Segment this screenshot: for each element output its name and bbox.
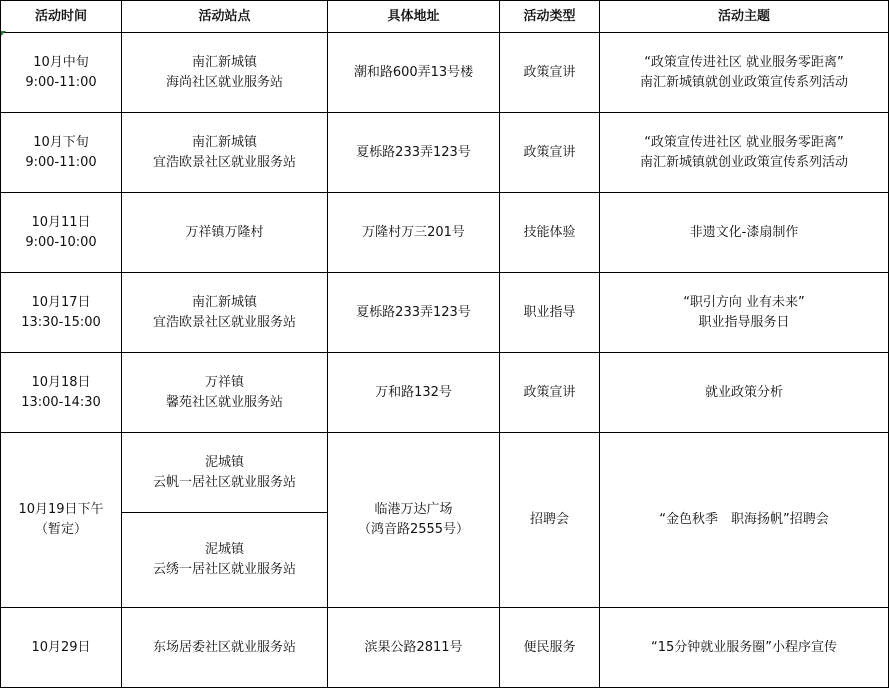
address-text: 夏栎路233弄123号 [356,144,471,160]
site-cell [122,193,328,273]
table-row [1,33,889,113]
address-text: 潮和路600弄13号楼 [353,64,474,80]
type-cell: 便民服务 [500,608,600,688]
site-cell [122,33,328,113]
theme-text: 南汇新城镇就创业政策宣传系列活动 [639,154,848,170]
site-text: 万祥镇万隆村 [185,224,264,240]
header-type: 活动类型 [500,1,600,33]
site-text: 东场居委社区就业服务站 [152,639,296,655]
time-text: （暂定） [34,522,87,537]
header-address: 具体地址 [328,1,500,33]
theme-cell [600,273,889,353]
address-cell [328,273,500,353]
site-text: 泥城镇 [204,542,244,557]
address-cell [328,113,500,193]
address-text: 临港万达广场 [374,502,453,517]
time-cell [1,353,122,433]
time-text: 10月17日 [31,294,91,310]
time-text: 9:00-11:00 [25,74,97,90]
site-text: 馨苑社区就业服务站 [165,394,283,410]
time-cell [1,193,122,273]
theme-text: 南汇新城镇就创业政策宣传系列活动 [639,74,848,90]
type-cell: 政策宣讲 [500,33,600,113]
header-site: 活动站点 [122,1,328,33]
time-text: 10月下旬 [33,134,89,150]
time-text: 10月18日 [31,374,91,390]
theme-cell [600,33,889,113]
table-row [1,273,889,353]
address-text: 夏栎路233弄123号 [356,304,471,320]
table-row [1,193,889,273]
site-cell [122,513,328,608]
theme-text: “政策宣传进社区 就业服务零距离” [644,54,844,70]
time-cell [1,433,122,608]
table-row [1,113,889,193]
table-row [1,608,889,688]
address-cell [328,33,500,113]
site-text: 云帆一居社区就业服务站 [152,474,296,490]
time-text: 13:30-15:00 [21,314,101,330]
theme-cell [600,113,889,193]
site-text: 海尚社区就业服务站 [165,74,283,90]
time-cell [1,33,122,113]
address-cell [328,433,500,608]
time-text: 10月19日下午 [18,502,104,517]
site-text: 南汇新城镇 [191,294,257,310]
theme-text: 就业政策分析 [704,384,783,400]
theme-cell [600,608,889,688]
time-cell [1,608,122,688]
type-cell: 政策宣讲 [500,113,600,193]
time-text: 9:00-10:00 [25,234,97,250]
type-cell: 招聘会 [500,433,600,608]
theme-cell [600,353,889,433]
time-text: 13:00-14:30 [21,394,101,410]
theme-text: “15分钟就业服务圈”小程序宣传 [650,639,837,655]
address-text: 万和路132号 [375,384,452,400]
header-theme: 活动主题 [600,1,889,33]
site-cell [122,608,328,688]
site-text: 宜浩欧景社区就业服务站 [152,154,296,170]
address-text: （鸿音路2555号） [357,522,470,537]
site-cell [122,273,328,353]
time-text: 10月中旬 [33,54,89,70]
theme-text: “职引方向 业有未来” [683,294,805,310]
address-text: 滨果公路2811号 [364,639,463,655]
theme-cell [600,433,889,608]
site-text: 南汇新城镇 [191,54,257,70]
time-text: 9:00-11:00 [25,154,97,170]
theme-text: 非遗文化-漆扇制作 [689,224,799,240]
type-cell: 技能体验 [500,193,600,273]
site-cell [122,113,328,193]
theme-cell [600,193,889,273]
site-text: 泥城镇 [204,454,244,470]
time-text: 10月29日 [31,639,91,655]
cell-marker-icon [1,31,6,36]
address-cell [328,193,500,273]
theme-text: 职业指导服务日 [698,314,790,330]
site-text: 宜浩欧景社区就业服务站 [152,314,296,330]
type-cell: 政策宣讲 [500,353,600,433]
site-text: 云绣一居社区就业服务站 [152,562,296,577]
address-cell [328,608,500,688]
table-row [1,353,889,433]
type-cell: 职业指导 [500,273,600,353]
address-text: 万隆村万三201号 [362,224,465,240]
site-text: 万祥镇 [204,374,244,390]
time-text: 10月11日 [31,214,91,230]
theme-text: “金色秋季 职海扬帆”招聘会 [659,512,829,527]
header-time: 活动时间 [1,1,122,33]
site-cell [122,433,328,513]
site-cell [122,353,328,433]
time-cell [1,273,122,353]
site-text: 南汇新城镇 [191,134,257,150]
time-cell [1,113,122,193]
header-row [1,1,889,33]
theme-text: “政策宣传进社区 就业服务零距离” [644,134,844,150]
address-cell [328,353,500,433]
table-row [1,433,889,513]
